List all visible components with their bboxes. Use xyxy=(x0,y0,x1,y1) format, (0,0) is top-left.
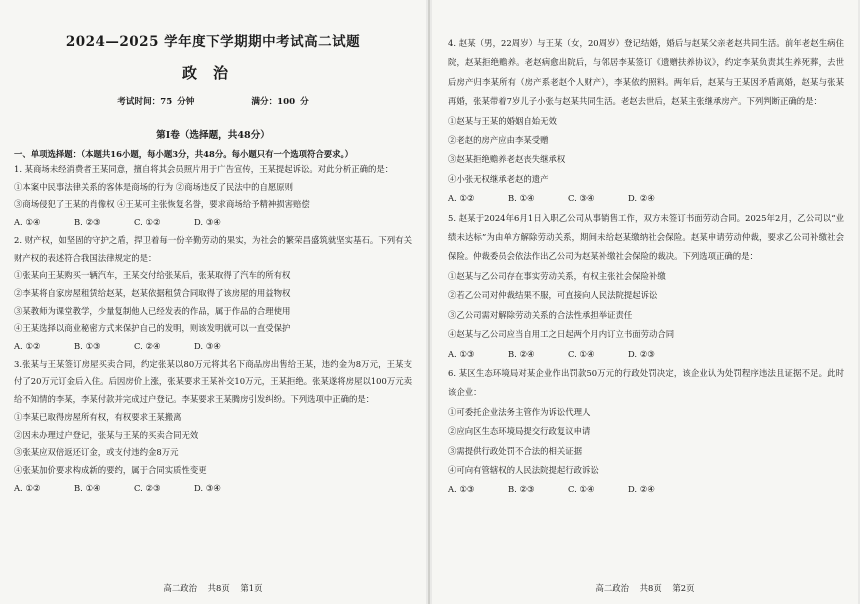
answer-choices xyxy=(14,338,412,356)
page-footer xyxy=(0,582,426,594)
question-option: ①张某向王某购买一辆汽车，王某交付给张某后，张某取得了汽车的所有权 xyxy=(14,270,291,281)
answer-choices xyxy=(448,189,844,208)
question-option: ④张某加价要求构成新的要约，属于合同实质性变更 xyxy=(14,464,207,475)
choice-c: C. ①④ xyxy=(568,484,595,495)
choice-d: D. ③④ xyxy=(194,341,221,352)
question-3 xyxy=(14,356,412,498)
choice-a: A. ①② xyxy=(14,341,41,352)
question-option: ②应向区生态环境局提交行政复议申请 xyxy=(448,426,591,437)
question-stem: 2. 财产权，如坚固的守护之盾，捍卫着每一份辛勤劳动的果实，为社会的繁荣昌盛筑就坚实基石。下列有关财产权的表述符合我国法律规定的是： xyxy=(14,234,412,263)
footer-subject: 高二政治 xyxy=(163,583,197,593)
question-5 xyxy=(448,209,844,364)
subject-title: 政治 xyxy=(181,64,244,82)
question-option: ③张某应双倍返还订金，或支付违约金8万元 xyxy=(14,447,179,458)
answer-choices xyxy=(14,214,412,232)
choice-a: A. ①③ xyxy=(448,348,475,359)
question-2 xyxy=(14,232,412,356)
question-option: ③赵某拒绝赡养老赵丧失继承权 xyxy=(448,154,566,165)
footer-total: 共8页 xyxy=(207,583,230,593)
question-stem: 1. 某商场未经消费者王某同意，擅自将其会员照片用于广告宣传，王某提起诉讼。对此分析正确的是： xyxy=(14,164,394,174)
choice-a: A. ①③ xyxy=(448,484,475,495)
choice-b: B. ②③ xyxy=(74,217,101,228)
choice-c: C. ①② xyxy=(134,217,161,228)
choice-b: B. ①④ xyxy=(508,193,535,204)
question-stem: 4. 赵某（男，22周岁）与王某（女，20周岁）登记结婚，婚后与赵某父亲老赵共同生活。前年老赵生病住院，赵某拒绝赡养。老赵病愈出院后，与邻居李某签订《遗赠扶养协议》，约定李某负责其生养死葬，去世后房产归李某所有（房产系老赵个人财产），李某依约照料。两年后，赵某与王某因矛盾离婚，赵某与张某再婚，张某带着7岁儿子小张与赵某共同生活。老赵去世后，赵某主张继承房产。下列判断正确的是： xyxy=(448,38,844,107)
part-heading: 第Ⅰ卷（选择题，共48分） xyxy=(156,130,270,141)
left-page xyxy=(0,0,426,604)
exam-time: 考试时间：75 分钟 xyxy=(117,97,195,107)
footer-page: 第2页 xyxy=(672,583,695,593)
question-stem: 3.张某与王某签订房屋买卖合同，约定张某以80万元将其名下商品房出售给王某，违约金为8万元，王某支付了20万元订金后入住。后因房价上涨，张某要求王某补交10万元，王某拒绝。张某遂将房屋以100万元卖给不知情的李某，李某付款并完成过户登记。李某要求王某腾房引发纠纷。下列选项中正确的是： xyxy=(14,358,412,405)
choice-c: C. ②③ xyxy=(134,482,161,493)
question-option: ②李某将自家房屋租赁给赵某，赵某依据租赁合同取得了该房屋的用益物权 xyxy=(14,287,291,298)
question-option: ③需提供行政处罚不合法的相关证据 xyxy=(448,445,582,456)
question-6 xyxy=(448,364,844,500)
footer-total: 共8页 xyxy=(639,583,662,593)
question-option: ③某教师为课堂教学，少量复制他人已经发表的作品，属于作品的合理使用 xyxy=(14,305,291,316)
question-option: ①本案中民事法律关系的客体是商场的行为 ②商场违反了民法中的自愿原则 xyxy=(14,181,294,192)
footer-subject: 高二政治 xyxy=(595,583,629,593)
choice-d: D. ②④ xyxy=(628,484,655,495)
choice-d: D. ②③ xyxy=(628,348,655,359)
question-option: ①赵某与乙公司存在事实劳动关系，有权主张社会保险补缴 xyxy=(448,270,666,281)
choice-d: D. ③④ xyxy=(194,482,221,493)
answer-choices xyxy=(448,480,844,499)
question-option: ①可委托企业法务主管作为诉讼代理人 xyxy=(448,406,591,417)
question-4 xyxy=(448,34,844,209)
footer-page: 第1页 xyxy=(240,583,263,593)
choice-c: C. ②④ xyxy=(134,341,161,352)
question-option: ②老赵的房产应由李某受赠 xyxy=(448,135,549,146)
question-option: ②若乙公司对仲裁结果不服，可直接向人民法院提起诉讼 xyxy=(448,290,658,301)
choice-a: A. ①② xyxy=(14,482,41,493)
choice-a: A. ①④ xyxy=(14,217,41,228)
exam-title: 2024—2025 学年度下学期期中考试高二试题 xyxy=(65,34,361,50)
question-option: ①李某已取得房屋所有权，有权要求王某搬离 xyxy=(14,411,182,422)
exam-meta xyxy=(14,95,412,107)
question-1 xyxy=(14,161,412,232)
choice-b: B. ①③ xyxy=(74,341,101,352)
answer-choices xyxy=(14,480,412,498)
question-option: ③乙公司需对解除劳动关系的合法性承担举证责任 xyxy=(448,309,633,320)
choice-b: B. ②④ xyxy=(508,348,535,359)
section-heading: 一、单项选择题：（本题共16小题，每小题3分，共48分。每小题只有一个选项符合要求。） xyxy=(14,149,353,159)
choice-d: D. ③④ xyxy=(194,217,221,228)
question-stem: 6. 某区生态环境局对某企业作出罚款50万元的行政处罚决定，该企业认为处罚程序违法且证据不足。此时该企业： xyxy=(448,367,844,398)
choice-c: C. ③④ xyxy=(568,193,595,204)
question-option: ④王某选择以商业秘密方式来保护自己的发明，则该发明就可以一直受保护 xyxy=(14,323,291,334)
choice-d: D. ②④ xyxy=(628,193,655,204)
choice-b: B. ①④ xyxy=(74,482,101,493)
question-option: ④可向有管辖权的人民法院提起行政诉讼 xyxy=(448,464,599,475)
question-option: ③商场侵犯了王某的肖像权 ④王某可主张恢复名誉，要求商场给予精神损害赔偿 xyxy=(14,199,310,210)
question-option: ②因未办理过户登记，张某与王某的买卖合同无效 xyxy=(14,429,199,440)
answer-choices xyxy=(448,345,844,364)
question-stem: 5. 赵某于2024年6月1日入职乙公司从事销售工作，双方未签订书面劳动合同。2025年2月，乙公司以“业绩未达标”为由单方解除劳动关系，期间未给赵某缴纳社会保险。赵某申请劳动仲裁，要求乙公司补缴社会保险。仲裁委员会依法作出乙公司为赵某补缴社会保险的裁决。下列选项正确的是： xyxy=(448,212,844,262)
question-option: ①赵某与王某的婚姻自始无效 xyxy=(448,115,557,126)
question-option: ④小张无权继承老赵的遗产 xyxy=(448,173,549,184)
choice-b: B. ②③ xyxy=(508,484,535,495)
exam-score: 满分：100 分 xyxy=(251,97,309,107)
question-option: ④赵某与乙公司应当自用工之日起两个月内订立书面劳动合同 xyxy=(448,329,675,340)
right-page xyxy=(432,0,858,604)
page-footer xyxy=(432,582,858,594)
choice-c: C. ①④ xyxy=(568,348,595,359)
choice-a: A. ①② xyxy=(448,193,475,204)
page-divider xyxy=(428,0,430,604)
